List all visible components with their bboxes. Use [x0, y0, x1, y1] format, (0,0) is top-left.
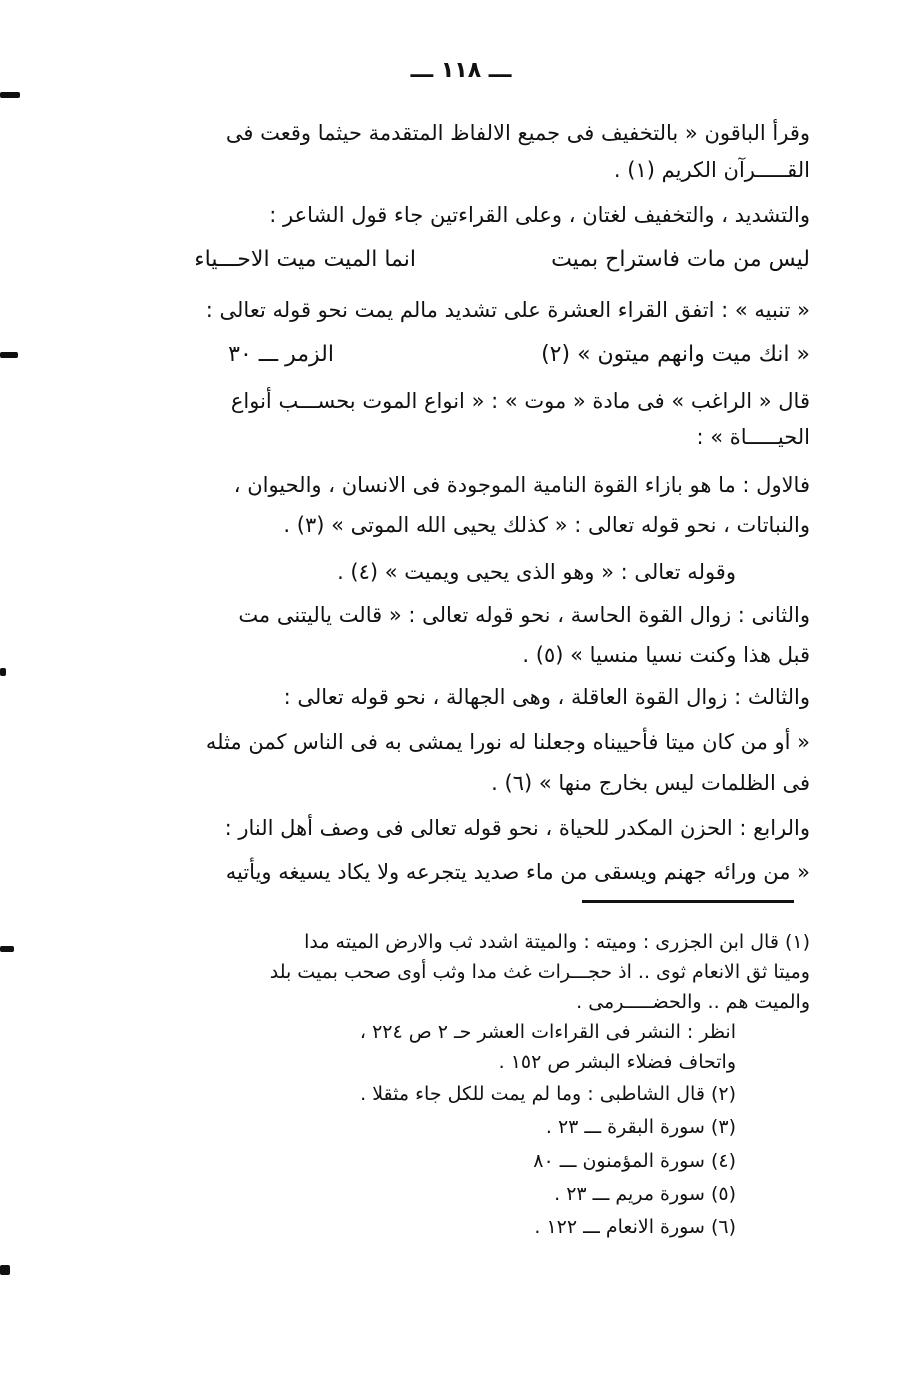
body-line-8: والنباتات ، نحو قوله تعالى : « كذلك يحيى الله الموتى » (٣) . — [283, 513, 810, 537]
margin-mark-bottom — [0, 1265, 10, 1275]
body-line-12: والثالث : زوال القوة العاقلة ، وهى الجهالة ، نحو قوله تعالى : — [283, 685, 810, 709]
footnote-1-line-1: (١) قال ابن الجزرى : وميته : والميتة اشدد ثب والارض الميته مدا — [304, 931, 810, 953]
poem-second-hemistich: انما الميت ميت الاحـــياء — [194, 247, 416, 272]
body-line-14: فى الظلمات ليس بخارج منها » (٦) . — [491, 771, 810, 795]
footnote-1-line-4: انظر : النشر فى القراءات العشر حـ ٢ ص ٢٢٤ ، — [359, 1021, 736, 1043]
poem-first-hemistich: ليس من مات فاستراح بميت — [551, 247, 810, 272]
footnote-2: (٢) قال الشاطبى : وما لم يمت للكل جاء مثقلا . — [360, 1083, 736, 1105]
body-line-3: والتشديد ، والتخفيف لغتان ، وعلى القراءتين جاء قول الشاعر : — [269, 203, 810, 227]
body-line-5: قال « الراغب » فى مادة « موت » : « انواع الموت بحســـب أنواع — [230, 389, 810, 413]
verse-quote: « انك ميت وانهم ميتون » (٢) — [541, 342, 810, 367]
body-line-16: « من ورائه جهنم ويسقى من ماء صديد يتجرعه ولا يكاد يسيغه ويأتيه — [225, 860, 810, 884]
body-line-10: والثانى : زوال القوة الحاسة ، نحو قوله تعالى : « قالت ياليتنى مت — [238, 603, 810, 627]
body-line-13: « أو من كان ميتا فأحييناه وجعلنا له نورا يمشى به فى الناس كمن مثله — [205, 730, 810, 754]
body-line-4: « تنبيه » : اتفق القراء العشرة على تشديد مالم يمت نحو قوله تعالى : — [205, 298, 810, 322]
footnote-4: (٤) سورة المؤمنون ـــ ٨٠ — [533, 1150, 736, 1172]
margin-mark-lower — [0, 946, 14, 952]
footnote-1-line-2: وميتا ثق الانعام ثوى .. اذ حجـــرات غث مدا وثب أوى صحب بميت بلد — [269, 961, 810, 983]
body-line-7: فالاول : ما هو بازاء القوة النامية الموجودة فى الانسان ، والحيوان ، — [233, 473, 810, 497]
footnote-separator — [582, 900, 794, 903]
page-number: ـــ ١١٨ ـــ — [410, 58, 512, 83]
verse-reference: الزمر ـــ ٣٠ — [228, 342, 334, 367]
footnote-5: (٥) سورة مريم ـــ ٢٣ . — [554, 1183, 736, 1205]
footnote-6: (٦) سورة الانعام ـــ ١٢٢ . — [534, 1216, 736, 1238]
body-line-11: قبل هذا وكنت نسيا منسيا » (٥) . — [522, 643, 810, 667]
footnote-1-line-3: والميت هم .. والحضـــــرمى . — [576, 991, 810, 1013]
margin-mark-middle — [0, 352, 18, 358]
footnote-3: (٣) سورة البقرة ـــ ٢٣ . — [545, 1116, 736, 1138]
margin-mark-small — [0, 668, 6, 676]
body-line-1: وقرأ الباقون « بالتخفيف فى جميع الالفاظ المتقدمة حيثما وقعت فى — [225, 121, 810, 145]
margin-mark-top — [0, 92, 20, 98]
footnote-1-line-5: واتحاف فضلاء البشر ص ١٥٢ . — [498, 1051, 736, 1073]
body-line-6: الحيـــــاة » : — [696, 425, 810, 449]
body-line-2: القـــــرآن الكريم (١) . — [613, 158, 810, 182]
body-line-15: والرابع : الحزن المكدر للحياة ، نحو قوله تعالى فى وصف أهل النار : — [224, 816, 810, 840]
body-line-9: وقوله تعالى : « وهو الذى يحيى ويميت » (٤) . — [337, 560, 736, 584]
